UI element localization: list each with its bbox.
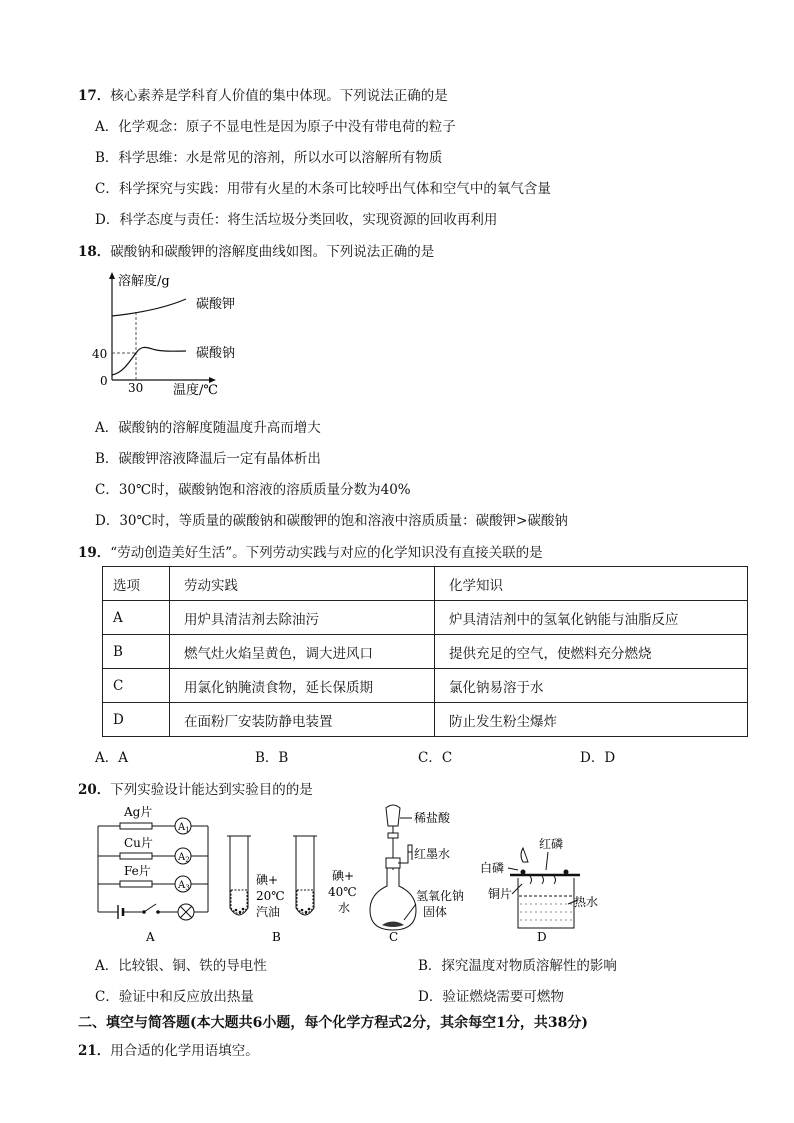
q19	[78, 541, 543, 561]
table-cell: 在面粉厂安装防静电装置	[170, 703, 435, 737]
naoh-label-2: 固体	[423, 905, 448, 919]
switch-icon	[144, 904, 156, 912]
stopper	[386, 858, 400, 868]
y-tick-40: 40	[92, 347, 108, 361]
table-cell: 提供充足的空气，使燃料充分燃烧	[435, 635, 748, 669]
table-cell: 用氯化钠腌渍食物，延长保质期	[170, 669, 435, 703]
tube-2-line-2: 40℃	[328, 885, 357, 899]
q21-stem: 用合适的化学用语填空。	[110, 1043, 259, 1059]
q20-figure	[90, 800, 610, 948]
table-header: 化学知识	[435, 567, 748, 601]
q19-table	[102, 566, 748, 737]
q19-option-c: C．C	[418, 750, 453, 766]
ag-strip	[120, 823, 152, 829]
tube-1-line-2: 20℃	[256, 889, 285, 903]
fe-strip	[120, 881, 152, 887]
series-k2co3-label: 碳酸钾	[196, 297, 236, 312]
q20-option-c: C．验证中和反应放出热量	[95, 989, 254, 1005]
fe-label: Fe片	[124, 864, 151, 878]
q18-option-d: D．30℃时，等质量的碳酸钠和碳酸钾的饱和溶液中溶质质量：碳酸钾>碳酸钠	[95, 513, 568, 529]
q21-number: 21．	[78, 1043, 111, 1059]
q19-option-d: D．D	[580, 750, 616, 766]
fig-a-circuit	[98, 804, 208, 944]
table-cell: 用炉具清洁剂去除油污	[170, 601, 435, 635]
table-cell: 炉具清洁剂中的氢氧化钠能与油脂反应	[435, 601, 748, 635]
y-axis-label: 溶解度/g	[118, 274, 170, 289]
white-phosphorus-label: 白磷	[480, 861, 505, 875]
y-axis-arrow	[109, 272, 115, 279]
table-row	[103, 635, 748, 669]
cu-strip	[120, 853, 152, 859]
q17-option-c: C．科学探究与实践：用带有火星的木条可比较呼出气体和空气中的氧气含量	[95, 181, 551, 197]
series-k2co3-line	[112, 299, 186, 316]
naoh-solid	[382, 922, 404, 928]
acid-label: 稀盐酸	[414, 811, 451, 825]
q17-option-b: B．科学思维：水是常见的溶剂，所以水可以溶解所有物质	[95, 150, 443, 166]
q19-option-b: B．B	[255, 750, 289, 766]
section-2-heading: 二、填空与简答题(本大题共6小题，每个化学方程式2分，其余每空1分，共38分)	[78, 1015, 588, 1031]
tube-1-line-3: 汽油	[256, 905, 281, 919]
q19-number: 19．	[78, 545, 111, 561]
table-row	[103, 601, 748, 635]
q18-option-b: B．碳酸钾溶液降温后一定有晶体析出	[95, 451, 321, 467]
flame-icon	[521, 848, 528, 862]
q17-option-a: A．化学观念：原子不显电性是因为原子中没有带电荷的粒子	[95, 119, 456, 135]
stopcock	[388, 833, 398, 838]
x-tick-30: 30	[128, 381, 144, 395]
tube-1-line-1: 碘+	[256, 873, 279, 887]
table-row	[103, 703, 748, 737]
table-cell: C	[103, 669, 170, 703]
table-cell: 防止发生粉尘爆炸	[435, 703, 748, 737]
q20-number: 20．	[78, 782, 111, 798]
q17-number: 17．	[78, 88, 111, 104]
table-cell: 氯化钠易溶于水	[435, 669, 748, 703]
naoh-label-1: 氢氧化钠	[416, 889, 465, 903]
table-cell: B	[103, 635, 170, 669]
dropping-funnel	[386, 805, 400, 826]
table-header: 劳动实践	[170, 567, 435, 601]
q18	[78, 240, 434, 260]
ag-label: Ag片	[124, 805, 153, 819]
q20-stem: 下列实验设计能达到实验目的的是	[110, 782, 313, 798]
tube-2-line-3: 水	[338, 901, 351, 915]
series-na2co3-label: 碳酸钠	[196, 346, 236, 361]
round-flask	[370, 868, 416, 930]
fig-d-label: D	[537, 930, 547, 944]
tube-2-line-1: 碘+	[332, 869, 355, 883]
fig-c-label: C	[389, 930, 399, 944]
x-axis-label: 温度/℃	[173, 383, 218, 398]
q19-stem: “劳动创造美好生活”。下列劳动实践与对应的化学知识没有直接关联的是	[110, 545, 543, 561]
q18-option-a: A．碳酸钠的溶解度随温度升高而增大	[95, 420, 321, 436]
table-header-row	[103, 567, 748, 601]
q17	[78, 84, 448, 104]
q20	[78, 778, 313, 798]
table-row	[103, 669, 748, 703]
table-cell: D	[103, 703, 170, 737]
q20-option-b: B．探究温度对物质溶解性的影响	[418, 958, 617, 974]
copper-label: 铜片	[488, 887, 513, 901]
ammeter-3-label: $A_3$	[178, 880, 190, 892]
fig-b-label: B	[272, 930, 281, 944]
table-cell: A	[103, 601, 170, 635]
y-tick-0: 0	[100, 374, 108, 388]
ammeter-1-label: $A_1$	[178, 822, 190, 834]
hot-water-label: 热水	[574, 895, 599, 909]
q17-stem: 核心素养是学科育人价值的集中体现。下列说法正确的是	[110, 88, 448, 104]
solubility-chart	[90, 268, 270, 403]
q20-option-d: D．验证燃烧需要可燃物	[418, 989, 564, 1005]
red-phosphorus-label: 红磷	[539, 837, 564, 851]
q21	[78, 1039, 259, 1059]
table-header: 选项	[103, 567, 170, 601]
ammeter-2-label: $A_2$	[178, 852, 190, 864]
fig-d-combustion	[480, 836, 598, 944]
fig-c-flask	[370, 805, 464, 944]
q18-stem: 碳酸钠和碳酸钾的溶解度曲线如图。下列说法正确的是	[110, 244, 435, 260]
ink-label: 红墨水	[414, 847, 451, 861]
fig-b-test-tubes	[227, 836, 357, 944]
series-na2co3-line	[112, 347, 186, 375]
q19-option-a: A．A	[95, 750, 128, 766]
fig-a-label: A	[146, 930, 155, 944]
q17-option-d: D．科学态度与责任：将生活垃圾分类回收，实现资源的回收再利用	[95, 212, 498, 228]
table-cell: 燃气灶火焰呈黄色，调大进风口	[170, 635, 435, 669]
q18-option-c: C．30℃时，碳酸钠饱和溶液的溶质质量分数为40%	[95, 482, 411, 498]
q20-option-a: A．比较银、铜、铁的导电性	[95, 958, 267, 974]
q18-number: 18．	[78, 244, 111, 260]
cu-label: Cu片	[124, 836, 153, 850]
